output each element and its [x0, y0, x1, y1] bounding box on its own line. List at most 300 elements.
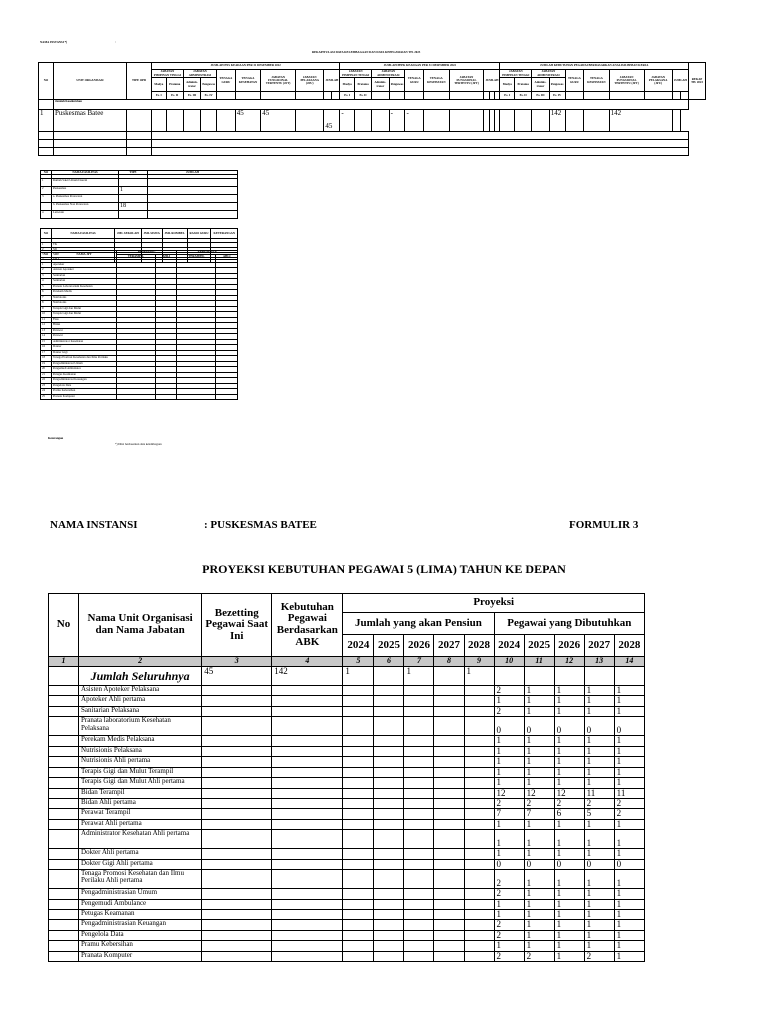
- form3-col-index: 11: [524, 657, 554, 667]
- form3-instansi-value: : PUSKESMAS BATEE: [204, 519, 317, 531]
- form3-row-bezetting: [202, 809, 272, 819]
- form3-row-kebutuhan: [272, 830, 343, 849]
- jft-nama: Nutrisionis: [52, 301, 117, 307]
- form3-row-pensiun: [404, 910, 434, 920]
- jft-col-no: NO: [41, 251, 52, 260]
- pns-pengawas: Pengawas: [201, 78, 217, 92]
- faskes-jumlah: [148, 179, 238, 187]
- form3-row-pensiun: [404, 746, 434, 756]
- form3-row-dibutuhkan: 1: [584, 941, 614, 951]
- jft-no: 15: [41, 339, 52, 345]
- jft-nama: Sanitarian: [52, 279, 117, 285]
- pns-madya: Madya: [152, 78, 167, 92]
- form3-row-pensiun: [374, 798, 404, 808]
- form3-row-pensiun: [374, 757, 404, 767]
- form3-row-dibutuhkan: 1: [584, 930, 614, 940]
- form3-row-pensiun: [343, 819, 374, 829]
- form3-row-pensiun: [434, 910, 464, 920]
- form3-row-bezetting: [202, 767, 272, 777]
- form3-row-kebutuhan: [272, 809, 343, 819]
- form3-row-pensiun: [464, 746, 494, 756]
- keb-kesehatan: TENAGA KESEHATAN: [584, 70, 609, 92]
- form3-row-no: [49, 830, 79, 849]
- form3-row-pensiun: [434, 757, 464, 767]
- form3-row-nama: Nutrisionis Ahli pertama: [79, 757, 202, 767]
- form3-row-nama: Pengelola Data: [79, 930, 202, 940]
- form3-row-pensiun: [374, 849, 404, 859]
- form3-row-bezetting: [202, 920, 272, 930]
- jft-keterangan: Keterangan: [48, 436, 64, 440]
- form3-row-pensiun: [343, 798, 374, 808]
- jft-no: 18: [41, 356, 52, 362]
- form3-row-pensiun: [374, 778, 404, 788]
- form3-row-pensiun: [374, 696, 404, 706]
- form3-row-dibutuhkan: 1: [524, 889, 554, 899]
- form3-row-pensiun: [434, 899, 464, 909]
- jft-nama: Perawat: [52, 328, 117, 334]
- form3-row-pensiun: [434, 951, 464, 961]
- form3-row-bezetting: [202, 951, 272, 961]
- form3-row-pensiun: [374, 899, 404, 909]
- form3-row-dibutuhkan: 1: [554, 870, 584, 889]
- form3-row-pensiun: [464, 696, 494, 706]
- form3-row-nama: Tenaga Promosi Kesehatan dan Ilmu Perilaku Ahli pertama: [79, 870, 202, 889]
- form3-row-pensiun: [464, 757, 494, 767]
- form3-row-dibutuhkan: 1: [584, 920, 614, 930]
- form3-row-bezetting: [202, 910, 272, 920]
- pns-jumlah: JUMLAH: [324, 70, 340, 92]
- keb-adm: JABATAN ADMINISTRASI: [532, 70, 565, 78]
- jft-nama: Pranata Komputer: [52, 394, 117, 400]
- form3-row-dibutuhkan: 2: [494, 889, 524, 899]
- jft-nama: Asisten Apoteker: [52, 268, 117, 274]
- form3-row-dibutuhkan: 2: [494, 706, 524, 716]
- form3-row-no: [49, 788, 79, 798]
- form3-row-kebutuhan: [272, 798, 343, 808]
- form3-row-dibutuhkan: 1: [494, 757, 524, 767]
- rekap-col-rekap: REKAP TH. 2023: [689, 63, 706, 100]
- faskes-nama: b. Puskesmas Non Perawatan: [52, 203, 119, 211]
- form3-row-dibutuhkan: 1: [584, 767, 614, 777]
- form3-row-dibutuhkan: 2: [494, 686, 524, 696]
- form3-row-pensiun: [434, 767, 464, 777]
- form3-row-pensiun: [464, 941, 494, 951]
- rekap-group-kebutuhan: JUMLAH KEBUTUHAN PEGAWAI BERDASARKAN ANALISIS BEBAN KERJA: [500, 63, 689, 70]
- faskes-jumlah: [148, 187, 238, 195]
- form3-row-dibutuhkan: 0: [524, 859, 554, 869]
- form3-row-pensiun: [464, 930, 494, 940]
- faskes-row: [41, 211, 238, 219]
- pppk-adm: JABATAN ADMINISTRASI: [372, 70, 405, 78]
- keb-administrator: Adminis-trator: [532, 78, 549, 92]
- form3-row-kebutuhan: [272, 706, 343, 716]
- form3-row-dibutuhkan: 1: [554, 686, 584, 696]
- form3-row-pensiun: [374, 788, 404, 798]
- jft-no: 17: [41, 350, 52, 356]
- faskes-jumlah: [148, 195, 238, 203]
- form3-col-nama: Nama Unit Organisasi dan Nama Jabatan: [79, 594, 202, 657]
- rekap-col-no: NO: [39, 63, 54, 100]
- form3-row-dibutuhkan: 1: [494, 767, 524, 777]
- form3-row-pensiun: [343, 889, 374, 899]
- faskes-tipe: [119, 211, 148, 219]
- form3-row-bezetting: [202, 778, 272, 788]
- faskes-col-jumlah: JUMLAH: [148, 171, 238, 175]
- sekolah-col-nama: NAMA FASILITAS: [52, 229, 115, 239]
- form3-row-dibutuhkan: 1: [614, 767, 644, 777]
- form3-row-pensiun: [343, 941, 374, 951]
- form3-row-nama: Pranata laboratorium Kesehatan Pelaksana: [79, 717, 202, 736]
- form3-row-kebutuhan: [272, 757, 343, 767]
- form3-row-pensiun: [404, 706, 434, 716]
- form3-row-dibutuhkan: 0: [584, 859, 614, 869]
- form3-row-pensiun: [434, 849, 464, 859]
- jft-nama: Nutrisionis: [52, 295, 117, 301]
- rekap-keb-nakes: 142: [549, 110, 565, 132]
- form3-row-pensiun: [343, 849, 374, 859]
- form3-row-pensiun: [343, 706, 374, 716]
- form3-row-dibutuhkan: 1: [494, 941, 524, 951]
- form3-row: [49, 849, 645, 859]
- jft-nama: Apoteker: [52, 262, 117, 268]
- jft-nama: Pramu Kebersihan: [52, 389, 117, 395]
- jft-no: 8: [41, 301, 52, 307]
- form3-total-dibutuhkan-2027: [584, 667, 614, 686]
- keb-pengawas: Pengawas: [549, 78, 565, 92]
- form3-row-pensiun: [464, 870, 494, 889]
- form3-row-dibutuhkan: 7: [524, 809, 554, 819]
- form3-row-dibutuhkan: 1: [554, 830, 584, 849]
- pppk-jpt: JABATAN PIMPINAN TINGGI: [340, 70, 372, 78]
- form3-year-pensiun-2028: 2028: [464, 635, 494, 657]
- keb-es1: Es. I: [500, 92, 515, 100]
- form3-row-pensiun: [404, 798, 434, 808]
- form3-row: [49, 859, 645, 869]
- form3-row-kebutuhan: [272, 870, 343, 889]
- form3-total-dibutuhkan-2028: [614, 667, 644, 686]
- jft-no: 22: [41, 378, 52, 384]
- form3-row-pensiun: [404, 830, 434, 849]
- form3-row-pensiun: [464, 859, 494, 869]
- form3-row-dibutuhkan: 1: [614, 951, 644, 961]
- form3-row-pensiun: [434, 686, 464, 696]
- form3-row-bezetting: [202, 941, 272, 951]
- jft-nama: Pengadministrasi Keuangan: [52, 378, 117, 384]
- form3-row-bezetting: [202, 849, 272, 859]
- jft-keb-terampil: TERAMPIL: [177, 255, 216, 259]
- jft-no: 2: [41, 268, 52, 274]
- pppk-pengawas: Pengawas: [389, 78, 405, 92]
- form3-row-dibutuhkan: 11: [584, 788, 614, 798]
- faskes-tipe: [119, 195, 148, 203]
- form3-row-pensiun: [434, 746, 464, 756]
- form3-row-dibutuhkan: 1: [614, 899, 644, 909]
- form3-row: [49, 870, 645, 889]
- form3-row-dibutuhkan: 1: [554, 951, 584, 961]
- form3-row-dibutuhkan: 1: [584, 849, 614, 859]
- jft-nama: Terapis Gigi dan Mulut: [52, 306, 117, 312]
- faskes-row: [41, 203, 238, 211]
- pns-adm: JABATAN ADMINISTRASI: [183, 70, 216, 78]
- faskes-jumlah: [148, 203, 238, 211]
- form3-row-dibutuhkan: 1: [614, 870, 644, 889]
- form3-row-pensiun: [374, 910, 404, 920]
- form3-total-pensiun-2028: 1: [464, 667, 494, 686]
- form3-total-pensiun-2024: 1: [343, 667, 374, 686]
- form3-col-index: 2: [79, 657, 202, 667]
- pns-es3: Es. III: [183, 92, 200, 100]
- keb-es3: Es. III: [532, 92, 549, 100]
- form3-year-pensiun-2025: 2025: [374, 635, 404, 657]
- faskes-tipe: 1: [119, 187, 148, 195]
- keb-jumlah: JUMLAH: [672, 70, 688, 92]
- rekap-group-pppk: JUMLAH PPPK KEADAAN PER 31 DESEMBER 2022: [340, 63, 500, 70]
- form3-row-pensiun: [343, 951, 374, 961]
- form3-row-pensiun: [374, 746, 404, 756]
- form3-row-dibutuhkan: 1: [584, 899, 614, 909]
- form3-row-pensiun: [404, 736, 434, 746]
- form3-row-bezetting: [202, 706, 272, 716]
- form3-row-pensiun: [434, 870, 464, 889]
- jft-nama: Sanitarian: [52, 273, 117, 279]
- faskes-no: 1: [41, 179, 52, 187]
- form3-row-pensiun: [404, 859, 434, 869]
- form3-row-dibutuhkan: 1: [524, 778, 554, 788]
- form3-row: [49, 899, 645, 909]
- faskes-col-no: NO: [41, 171, 52, 175]
- form3-row-dibutuhkan: 2: [494, 870, 524, 889]
- form3-row-pensiun: [404, 788, 434, 798]
- sekolah-nama: SD: [52, 248, 115, 253]
- form3-row-nama: Bidan Terampil: [79, 788, 202, 798]
- form3-row-pensiun: [434, 809, 464, 819]
- form3-col-index: 12: [554, 657, 584, 667]
- form3-row: [49, 819, 645, 829]
- form3-row-pensiun: [464, 889, 494, 899]
- rekap-nakes: 45: [235, 110, 260, 132]
- jft-cell: [216, 394, 238, 400]
- form3-row-dibutuhkan: 1: [554, 941, 584, 951]
- form3-total-pensiun-2026: 1: [404, 667, 434, 686]
- form3-row-pensiun: [404, 899, 434, 909]
- form3-row-dibutuhkan: 1: [494, 849, 524, 859]
- form3-row-pensiun: [343, 930, 374, 940]
- form3-row-bezetting: [202, 686, 272, 696]
- form3-row-dibutuhkan: 0: [554, 717, 584, 736]
- form3-year-dibutuhkan-2025: 2025: [524, 635, 554, 657]
- faskes-no: 2: [41, 187, 52, 195]
- form3-col-bezetting: Bezetting Pegawai Saat Ini: [202, 594, 272, 657]
- form3-row-nama: Perawat Terampil: [79, 809, 202, 819]
- form3-row-kebutuhan: [272, 778, 343, 788]
- form3-row-no: [49, 746, 79, 756]
- form3-row: [49, 717, 645, 736]
- form3-row-bezetting: [202, 899, 272, 909]
- form3-row-no: [49, 910, 79, 920]
- jft-no: 24: [41, 389, 52, 395]
- pns-kesehatan: TENAGA KESEHATAN: [235, 70, 260, 92]
- sekolah-col-siswa: JML SISWA: [141, 229, 162, 239]
- top-instansi-label: NAMA INSTANSI *): [40, 40, 68, 44]
- faskes-nama: a. Puskesmas Perawatan: [52, 195, 119, 203]
- form3-row-kebutuhan: [272, 941, 343, 951]
- faskes-no: 4: [41, 211, 52, 219]
- form3-row-dibutuhkan: 1: [524, 736, 554, 746]
- form3-year-dibutuhkan-2024: 2024: [494, 635, 524, 657]
- sekolah-no: 3: [41, 253, 52, 258]
- pppk-madya: Madya: [340, 78, 355, 92]
- form3-row: [49, 686, 645, 696]
- form3-row-bezetting: [202, 717, 272, 736]
- form3-row-dibutuhkan: 1: [554, 819, 584, 829]
- form3-row-pensiun: [404, 809, 434, 819]
- form3-row-dibutuhkan: 2: [614, 809, 644, 819]
- rekap-table: [38, 62, 706, 156]
- form3-row-dibutuhkan: 1: [554, 930, 584, 940]
- jft-no: 14: [41, 334, 52, 340]
- form3-row-dibutuhkan: 12: [554, 788, 584, 798]
- form3-row-no: [49, 889, 79, 899]
- jft-row: [41, 394, 238, 400]
- rekap-col-tipe: TIPE OPD: [127, 63, 152, 100]
- pppk-es1: Es. I: [340, 92, 355, 100]
- form3-row-no: [49, 686, 79, 696]
- form3-row: [49, 920, 645, 930]
- form3-row: [49, 767, 645, 777]
- form3-year-pensiun-2027: 2027: [434, 635, 464, 657]
- form3-row-pensiun: [434, 798, 464, 808]
- rekap-col-unit: UNIT ORGANISASI: [54, 63, 127, 100]
- form3-row-dibutuhkan: 0: [494, 717, 524, 736]
- form3-row-pensiun: [343, 778, 374, 788]
- form3-row-pensiun: [404, 930, 434, 940]
- form3-row-kebutuhan: [272, 899, 343, 909]
- form3-row-no: [49, 951, 79, 961]
- form3-row-nama: Sanitarian Pelaksana: [79, 706, 202, 716]
- form3-row-no: [49, 736, 79, 746]
- form3-row-dibutuhkan: 1: [554, 920, 584, 930]
- form3-row-nama: Asisten Apoteker Pelaksana: [79, 686, 202, 696]
- form3-formulir-label: FORMULIR 3: [569, 519, 639, 531]
- form3-row-dibutuhkan: 1: [614, 849, 644, 859]
- rekap-title: REKAPITULASI DATA KELEMBAGAAN DAN DATA KEPEGAWAIAN TH. 2023: [312, 50, 421, 54]
- form3-row-no: [49, 717, 79, 736]
- form3-row-nama: Perawat Ahli pertama: [79, 819, 202, 829]
- form3-row-dibutuhkan: 0: [614, 717, 644, 736]
- form3-row-nama: Bidan Ahli pertama: [79, 798, 202, 808]
- form3-row-dibutuhkan: 1: [584, 686, 614, 696]
- form3-row-dibutuhkan: 1: [614, 830, 644, 849]
- form3-row-bezetting: [202, 798, 272, 808]
- form3-row-nama: Terapis Gigi dan Mulut Terampil: [79, 767, 202, 777]
- form3-row-bezetting: [202, 746, 272, 756]
- jft-nama: Dokter: [52, 345, 117, 351]
- form3-total-kebutuhan: 142: [272, 667, 343, 686]
- form3-row-bezetting: [202, 870, 272, 889]
- sekolah-no: 2: [41, 248, 52, 253]
- form3-row-pensiun: [343, 809, 374, 819]
- pppk-administrator: Adminis-trator: [372, 78, 389, 92]
- form3-row-dibutuhkan: 1: [614, 889, 644, 899]
- form3-row-dibutuhkan: 2: [584, 798, 614, 808]
- form3-row-dibutuhkan: 1: [524, 930, 554, 940]
- form3-total-pensiun-2027: [434, 667, 464, 686]
- form3-row-pensiun: [404, 889, 434, 899]
- form3-row-pensiun: [464, 899, 494, 909]
- faskes-nama: Rumah Sakit Umum Daerah: [52, 179, 119, 187]
- form3-row-nama: Pengadministrasian Keuangan: [79, 920, 202, 930]
- form3-row-dibutuhkan: 1: [614, 757, 644, 767]
- form3-row-kebutuhan: [272, 686, 343, 696]
- jft-no: 16: [41, 345, 52, 351]
- form3-title: PROYEKSI KEBUTUHAN PEGAWAI 5 (LIMA) TAHUN KE DEPAN: [202, 562, 566, 576]
- pns-es1: Es. I: [152, 92, 167, 100]
- form3-row-nama: Pramu Kebersihan: [79, 941, 202, 951]
- keb-madya: Madya: [500, 78, 515, 92]
- form3-row-kebutuhan: [272, 696, 343, 706]
- jft-nama: Pengadministrasi Umum: [52, 361, 117, 367]
- form3-row-pensiun: [374, 767, 404, 777]
- form3-row-pensiun: [374, 870, 404, 889]
- sekolah-nama: SMA: [52, 258, 115, 263]
- form3-col-index: 14: [614, 657, 644, 667]
- form3-row-dibutuhkan: 0: [584, 717, 614, 736]
- keb-es2: Es. II: [515, 92, 532, 100]
- form3-row-bezetting: [202, 889, 272, 899]
- form3-row-dibutuhkan: 1: [554, 757, 584, 767]
- form3-row-pensiun: [434, 941, 464, 951]
- sekolah-no: 4: [41, 258, 52, 263]
- pns-jft: JABATAN FUNGSIONAL TERTENTU (JFT): [261, 70, 296, 92]
- faskes-tipe: [119, 179, 148, 187]
- form3-row-pensiun: [343, 910, 374, 920]
- rekap-dash-1: -: [340, 110, 355, 132]
- form3-row: [49, 746, 645, 756]
- form3-row-pensiun: [464, 767, 494, 777]
- form3-row-dibutuhkan: 1: [554, 899, 584, 909]
- jft-no: 13: [41, 328, 52, 334]
- form3-row-bezetting: [202, 696, 272, 706]
- form3-row: [49, 951, 645, 961]
- form3-row-dibutuhkan: 1: [554, 889, 584, 899]
- form3-row-nama: Pengadministrasian Umum: [79, 889, 202, 899]
- rekap-jumlah: 45: [324, 110, 340, 132]
- jft-keb-ahli: AHLI: [216, 255, 238, 259]
- faskes-nama: Puskesmas: [52, 187, 119, 195]
- form3-row-pensiun: [404, 941, 434, 951]
- form3-row-dibutuhkan: 1: [614, 706, 644, 716]
- form3-row-pensiun: [374, 859, 404, 869]
- form3-row-dibutuhkan: 1: [614, 686, 644, 696]
- jft-nama: Fisio: [52, 317, 117, 323]
- keb-jft: JABATAN FUNGSIONAL TERTENTU (JFT): [609, 70, 644, 92]
- form3-row-dibutuhkan: 0: [494, 859, 524, 869]
- form3-row-pensiun: [434, 819, 464, 829]
- form3-row-pensiun: [434, 930, 464, 940]
- form3-row-dibutuhkan: 2: [524, 798, 554, 808]
- form3-row-dibutuhkan: 1: [614, 920, 644, 930]
- sekolah-col-rasio: RASIO GURU: [187, 229, 211, 239]
- pppk-pratama: Pratama: [354, 78, 371, 92]
- form3-row-no: [49, 899, 79, 909]
- form3-row-pensiun: [404, 819, 434, 829]
- form3-row-dibutuhkan: 1: [524, 899, 554, 909]
- jft-no: 6: [41, 290, 52, 296]
- form3-row-dibutuhkan: 0: [524, 717, 554, 736]
- jft-no: 12: [41, 323, 52, 329]
- form3-row-nama: Apoteker Ahli pertama: [79, 696, 202, 706]
- pns-es2: Es. II: [166, 92, 183, 100]
